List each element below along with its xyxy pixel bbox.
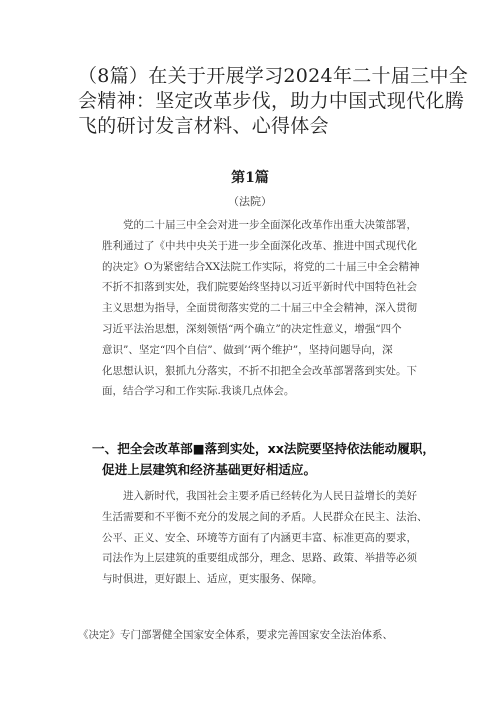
chapter-title: 第1篇 bbox=[231, 170, 269, 186]
unit-label: （法院） bbox=[228, 195, 272, 208]
heading-line: 一、把全会改革部■落到实处，xx法院要坚持依法能动履职， bbox=[92, 441, 435, 456]
paragraph-line: 化思想认识，狠抓九分落实，不折不扣把全会改革部署落到实处。下 bbox=[102, 364, 417, 377]
paragraph-line: 不折不扣落到实处，我们院要始终坚持以习近平新时代中国特色社会 bbox=[102, 281, 417, 294]
paragraph-line: 进入新时代，我国社会主要矛盾已经转化为人民日益增长的美好 bbox=[123, 490, 417, 502]
heading-line: 促进上层建筑和经济基础更好相适应。 bbox=[102, 462, 317, 477]
title-line: （8篇）在关于开展学习2024年二十届三中全 bbox=[78, 65, 469, 87]
paragraph-line: 习近平法治思想，深刻领悟“两个确立”的决定性意义，增强“四个 bbox=[102, 322, 402, 335]
section-paragraph bbox=[102, 486, 428, 590]
last-paragraph bbox=[78, 625, 448, 646]
paragraph-line: 主义思想为指导，全面贯彻落实党的二十届三中全会精神，深入贯彻 bbox=[102, 302, 417, 315]
paragraph-line: 公平、正义、安全、环境等方面有了内涵更丰富、标准更高的要求， bbox=[102, 531, 417, 544]
paragraph-line: 《决定》专门部署健全国家安全体系，要求完善国家安全法治体系、 bbox=[78, 629, 393, 641]
paragraph-line: 党的二十届三中全会对进一步全面深化改革作出重大决策部署， bbox=[123, 219, 417, 231]
paragraph-line: 与时俱进，更好跟上、适应，更实服务、保障。 bbox=[102, 573, 323, 586]
intro-paragraph bbox=[102, 215, 428, 402]
document-title bbox=[78, 64, 469, 139]
paragraph-line: 生活需要和不平衡不充分的发展之间的矛盾。人民群众在民主、法治、 bbox=[102, 510, 428, 523]
section-heading bbox=[92, 438, 438, 480]
title-line: 飞的研讨发言材料、心得体会 bbox=[78, 115, 329, 137]
paragraph-line: 胜利通过了《中共中央关于进一步全面深化改革、推进中国式现代化 bbox=[102, 239, 417, 252]
paragraph-line: 司法作为上层建筑的重要组成部分，理念、思路、政策、举措等必须 bbox=[102, 552, 417, 565]
paragraph-line: 面，结合学习和工作实际.我谈几点体会。 bbox=[102, 385, 295, 398]
title-line: 会精神：坚定改革步伐，助力中国式现代化腾 bbox=[78, 90, 465, 112]
paragraph-line: 意识”、坚定“四个自信”、做到’‘两个维护”，坚持问题导向，深 bbox=[102, 343, 393, 356]
paragraph-line: 的决定》O为紧密结合XX法院工作实际，将党的二十届三中全会精神 bbox=[102, 260, 420, 273]
